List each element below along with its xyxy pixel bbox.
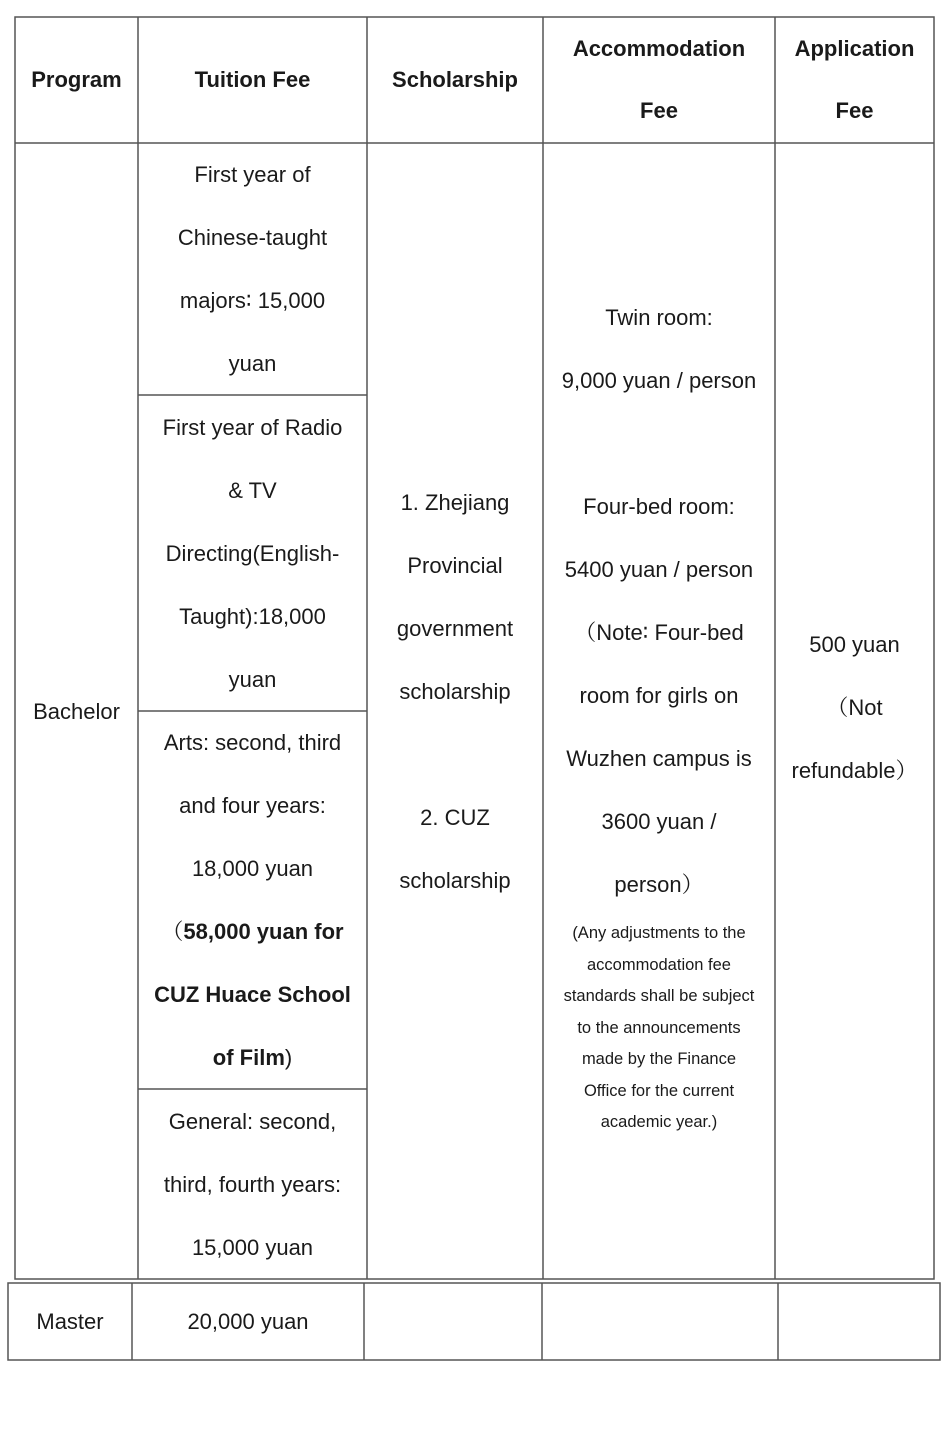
tuition-general-cell [138,1089,367,1279]
tuition-chinese-taught-cell [138,143,367,395]
huace-bold-1: 58,000 yuan for [183,919,344,944]
application-fee-line: 500 yuan [809,631,900,657]
bachelor-accommodation-cell [543,143,775,1279]
adjustment-note-line: accommodation fee [586,955,731,974]
tuition-general-line: General: second, [168,1108,337,1134]
tuition-arts-line: 18,000 yuan [191,856,314,881]
tuition-radio-line: Directing(English- [165,540,340,566]
tuition-chinese-line: Chinese-taught [177,225,328,250]
header-tuition-fee [138,17,367,143]
header-application-line1: Application [794,36,915,61]
accommodation-note-line: 3600 yuan / [601,809,717,834]
application-fee-line: refundable） [791,757,918,783]
master-tuition-cell [132,1283,364,1360]
bachelor-scholarship-cell [367,143,543,1279]
header-application-fee [775,17,934,143]
header-tuition-text: Tuition Fee [194,67,311,92]
adjustment-note-line: standards shall be subject [563,987,755,1005]
tuition-radio-line: yuan [228,666,277,692]
scholarship-line: government [396,615,514,641]
twin-room-price: 9,000 yuan / person [561,368,757,393]
tuition-arts-huace-line: （58,000 yuan for [161,919,344,944]
adjustment-note-line: to the announcements [577,1018,741,1037]
header-application-line2: Fee [835,98,874,123]
adjustment-note-line: Office for the current [583,1081,735,1100]
accommodation-note-line: （Note∶ Four-bed [574,620,744,645]
header-program-text: Program [31,67,122,92]
header-scholarship [367,17,543,143]
header-accommodation-line1: Accommodation [572,36,746,61]
tuition-radio-line: Taught):18,000 [179,603,326,629]
tuition-radio-line: First year of Radio [162,414,343,440]
scholarship-line: scholarship [399,867,511,893]
scholarship-line: 2. CUZ [420,804,490,830]
tuition-arts-huace-line [154,963,351,1026]
accommodation-note-line: person） [614,872,704,897]
header-program [15,17,138,143]
master-scholarship-cell [364,1283,542,1360]
four-bed-title: Four-bed room: [583,494,735,519]
tuition-general-line: third, fourth years: [163,1171,342,1197]
master-application-cell [778,1283,940,1360]
scholarship-line: Provincial [407,552,503,578]
adjustment-note-line: (Any adjustments to the [572,924,746,942]
four-bed-price: 5400 yuan / person [564,557,754,582]
master-program-label: Master [36,1309,104,1334]
application-fee-line: （Not [826,694,883,720]
bachelor-application-cell [775,143,934,1279]
accommodation-note-line: room for girls on [579,683,739,708]
tuition-radio-line: & TV [228,477,277,503]
master-program-cell [8,1283,132,1360]
master-accommodation-cell [542,1283,778,1360]
scholarship-spacer [397,723,513,786]
tuition-general-line: 15,000 yuan [191,1234,314,1260]
adjustment-note-line: academic year.) [600,1113,718,1131]
huace-bold-3: of Film [212,1045,285,1070]
bachelor-program-label: Bachelor [33,698,120,724]
tuition-chinese-line: majors∶ 15,000 [179,288,326,313]
scholarship-line: 1. Zhejiang [400,489,510,515]
tuition-chinese-line: yuan [228,351,277,376]
bachelor-program-cell [15,143,138,1279]
header-accommodation-fee [543,17,775,143]
tuition-chinese-line: First year of [194,162,311,187]
accommodation-note-line: Wuzhen campus is [566,746,752,771]
accommodation-spacer [562,412,756,475]
twin-room-title: Twin room: [605,305,713,330]
tuition-arts-cell [138,711,367,1089]
adjustment-note-line: made by the Finance [581,1050,737,1068]
scholarship-line: scholarship [399,678,511,704]
master-tuition-value: 20,000 yuan [187,1309,309,1334]
tuition-arts-huace-line: of Film) [212,1045,293,1070]
tuition-arts-line: Arts: second, third [163,730,342,755]
header-accommodation-line2: Fee [640,98,678,123]
header-scholarship-text: Scholarship [392,67,518,92]
tuition-radio-tv-cell [138,395,367,711]
huace-bold-2: CUZ Huace School [154,982,351,1007]
tuition-arts-line: and four years: [179,793,326,818]
